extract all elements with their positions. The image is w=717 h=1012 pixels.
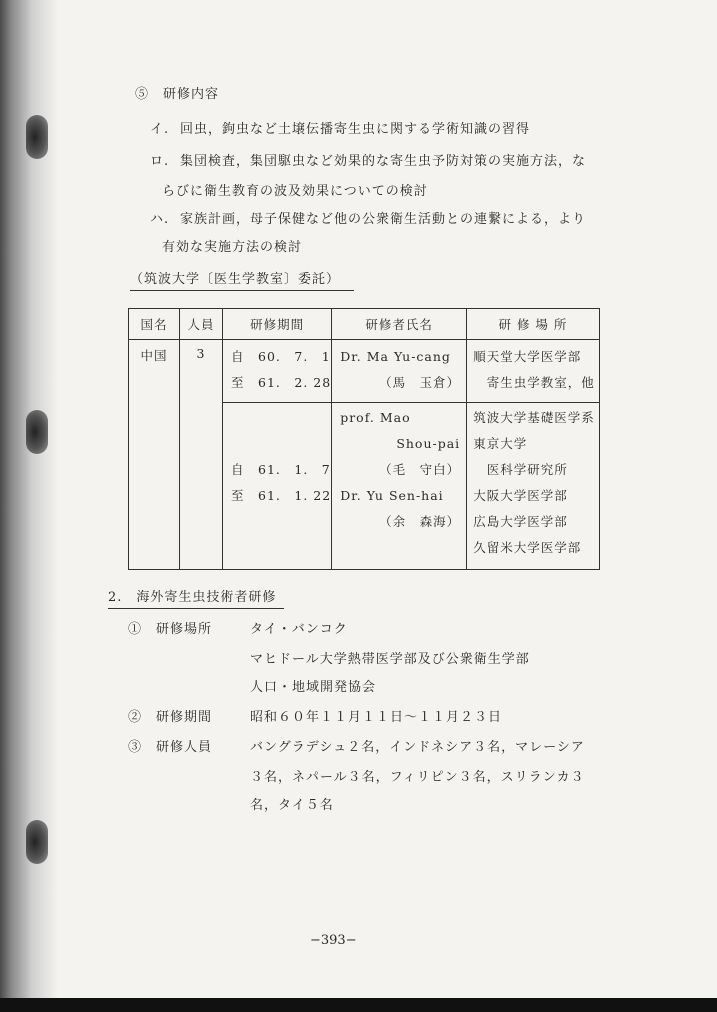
header-name: 研修者氏名: [332, 309, 467, 340]
place-line: 順天堂大学医学部: [473, 349, 582, 364]
section-heading: ⑤ 研修内容: [135, 87, 220, 102]
name-cell: [332, 340, 467, 403]
place-cell: [467, 403, 600, 570]
header-place: 研 修 場 所: [467, 309, 600, 340]
row-value: 昭和６０年１１月１１日〜１１月２３日: [250, 710, 503, 725]
name-line: Shou-pai: [396, 436, 461, 451]
name-line: Dr. Yu Sen-hai: [340, 488, 444, 503]
period-cell: [223, 340, 332, 403]
list-marker: ハ.: [150, 212, 170, 227]
row-value: タイ・バンコク: [250, 622, 348, 637]
list-marker: イ.: [150, 122, 170, 137]
header-period: 研修期間: [223, 309, 332, 340]
name-line: prof. Mao: [340, 410, 411, 425]
table-row: [129, 340, 600, 403]
period-line: 至 61. 2. 28: [231, 375, 332, 390]
place-cell: [467, 340, 600, 403]
section-heading: 2. 海外寄生虫技術者研修: [108, 586, 284, 609]
period-line: [231, 405, 331, 431]
list-item-text: 回虫，鉤虫など土壌伝播寄生虫に関する学術知識の習得: [180, 122, 531, 137]
row-value: 人口・地域開発協会: [250, 680, 377, 695]
list-item-text: 家族計画，母子保健など他の公衆衛生活動との連繋による，より: [180, 212, 587, 227]
name-line: （馬 玉倉）: [379, 375, 461, 390]
table-header-row: [129, 309, 600, 340]
table-heading: （筑波大学〔医生学教室〕委託）: [130, 268, 354, 291]
period-line: [231, 535, 331, 561]
name-cell: [332, 403, 467, 570]
period-line: 至 61. 1. 22: [231, 488, 332, 503]
count-value: 3: [196, 346, 206, 361]
header-country: 国名: [129, 309, 180, 340]
scan-edge: [0, 998, 717, 1012]
place-line: 医科学研究所: [473, 462, 568, 477]
period-line: 自 61. 1. 7: [231, 462, 331, 477]
row-value: マヒドール大学熱帯医学部及び公衆衛生学部: [250, 652, 530, 667]
country-cell: [129, 340, 180, 570]
list-item-text: らびに衛生教育の波及効果についての検討: [162, 184, 428, 199]
place-line: 寄生虫学教室，他: [473, 375, 595, 390]
name-line: [340, 535, 460, 561]
count-cell: [180, 340, 223, 570]
page-number: −393−: [310, 933, 357, 948]
binder-hole: [26, 820, 48, 864]
binder-hole: [26, 115, 48, 159]
period-line: 自 60. 7. 1: [231, 349, 331, 364]
row-value: バングラデシュ２名，インドネシア３名，マレーシア: [250, 740, 585, 755]
row-label: ② 研修期間: [128, 710, 213, 725]
header-count: 人員: [180, 309, 223, 340]
list-item-text: 有効な実施方法の検討: [162, 240, 303, 255]
list-marker: ロ.: [150, 154, 170, 169]
binder-hole: [26, 410, 48, 454]
list-item-text: 集団検査，集団駆虫など効果的な寄生虫予防対策の実施方法，な: [180, 154, 587, 169]
period-line: [231, 509, 331, 535]
training-table: [128, 308, 600, 570]
place-line: 久留米大学医学部: [473, 540, 582, 555]
place-line: 広島大学医学部: [473, 514, 568, 529]
row-value: 名，タイ５名: [250, 798, 334, 813]
period-line: [231, 431, 331, 457]
name-line: （余 森海）: [379, 514, 461, 529]
row-value: ３名，ネパール３名，フィリピン３名，スリランカ３: [250, 770, 585, 785]
place-line: 筑波大学基礎医学系: [473, 410, 595, 425]
country-value: 中国: [140, 348, 168, 363]
name-line: （毛 守白）: [379, 462, 461, 477]
name-line: Dr. Ma Yu-cang: [340, 349, 451, 364]
row-label: ③ 研修人員: [128, 740, 213, 755]
place-line: 東京大学: [473, 436, 528, 451]
place-line: 大阪大学医学部: [473, 488, 568, 503]
period-cell: [223, 403, 332, 570]
row-label: ① 研修場所: [128, 622, 213, 637]
